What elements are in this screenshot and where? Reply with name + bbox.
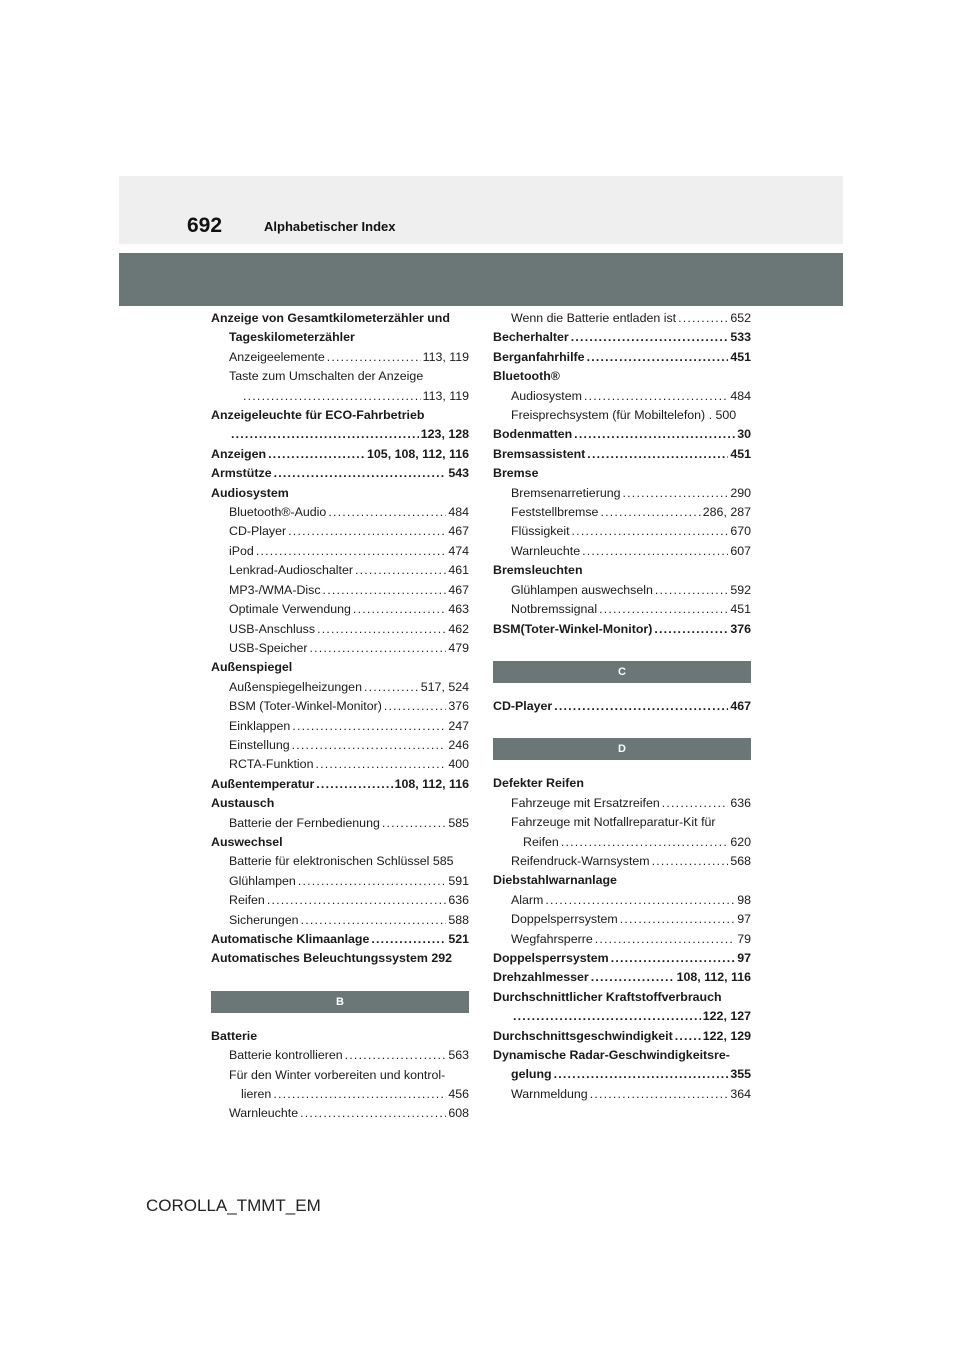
dot-leader [292, 736, 447, 755]
entry-term: Warnleuchte [511, 543, 581, 558]
entry-term: Warnmeldung [511, 1086, 588, 1101]
index-entry [211, 814, 469, 833]
dot-leader [572, 522, 729, 541]
index-entry [493, 581, 751, 600]
entry-term: Notbremssignal [511, 602, 598, 617]
index-main-entry [493, 1065, 751, 1084]
index-heading: Diebstahlwarnanlage [493, 873, 617, 888]
entry-term: Außentemperatur [211, 776, 315, 791]
index-entry [211, 581, 469, 600]
header-top-band [119, 176, 843, 244]
entry-term: Fahrzeuge mit Ersatzreifen [511, 795, 660, 810]
entry-page-ref: 670 [730, 524, 751, 539]
index-main-entry [493, 1007, 751, 1026]
index-entry [211, 678, 469, 697]
entry-term: Warnleuchte [229, 1106, 299, 1121]
entry-term: Wegfahrsperre [511, 931, 593, 946]
entry-page-ref: 652 [730, 311, 751, 325]
entry-term: Doppelsperrsystem [511, 912, 618, 927]
entry-page-ref: 123, 128 [420, 427, 469, 442]
index-entry [211, 697, 469, 716]
entry-term: Batterie der Fernbedienung [229, 815, 380, 830]
dot-leader [600, 503, 700, 522]
entry-page-ref: 451 [730, 446, 751, 461]
dot-leader [243, 387, 421, 406]
entry-term: Alarm [511, 892, 544, 907]
entry-page-ref: 113, 119 [422, 388, 469, 403]
entry-term: Bremsassistent [493, 446, 586, 461]
dot-leader [513, 1007, 701, 1026]
header-gray-band [119, 253, 843, 306]
entry-page-ref: 479 [448, 640, 469, 655]
dot-leader [267, 891, 446, 910]
index-entry [211, 542, 469, 561]
dot-leader [355, 561, 446, 580]
entry-page-ref: 451 [730, 602, 751, 617]
entry-page-ref: 286, 287 [702, 505, 751, 520]
entry-page-ref: 607 [730, 543, 751, 558]
index-main-entry [493, 348, 751, 367]
entry-page-ref: 108, 112, 116 [676, 970, 751, 985]
dot-leader [268, 445, 365, 464]
index-main-entry [211, 425, 469, 444]
dot-leader [561, 833, 728, 852]
index-column-left [211, 309, 469, 1124]
entry-term: BSM(Toter-Winkel-Monitor) [493, 621, 653, 636]
entry-page-ref: 636 [448, 893, 469, 908]
index-heading: Bluetooth® [493, 369, 560, 384]
entry-term: Bluetooth®-Audio [229, 505, 327, 520]
entry-page-ref: 533 [730, 330, 751, 345]
entry-page-ref: 591 [448, 873, 469, 888]
dot-leader [678, 309, 728, 328]
entry-page-ref: 97 [737, 912, 751, 927]
entry-page-ref: 467 [448, 524, 469, 539]
index-entry: Für den Winter vorbereiten und kontrol- [229, 1067, 446, 1082]
entry-term: Wenn die Batterie entladen ist [511, 311, 677, 325]
entry-page-ref: 467 [448, 582, 469, 597]
entry-term: Becherhalter [493, 330, 569, 345]
dot-leader [652, 852, 729, 871]
index-heading: Austausch [211, 796, 275, 811]
entry-term: Feststellbremse [511, 505, 599, 520]
index-entry [211, 736, 469, 755]
dot-leader [371, 930, 446, 949]
index-heading: Bremse [493, 466, 539, 481]
index-entry [493, 891, 751, 910]
dot-leader [364, 678, 419, 697]
index-heading: Defekter Reifen [493, 776, 584, 791]
dot-leader [323, 581, 447, 600]
dot-leader [327, 348, 421, 367]
index-entry [211, 755, 469, 774]
dot-leader [382, 814, 446, 833]
index-entry: Batterie für elektronischen Schlüssel 585 [229, 854, 454, 869]
dot-leader [315, 755, 446, 774]
index-main-entry [211, 445, 469, 464]
index-heading: Durchschnittlicher Kraftstoffverbrauch [493, 989, 722, 1004]
dot-leader [384, 697, 446, 716]
dot-leader [655, 581, 728, 600]
entry-page-ref: 290 [730, 485, 751, 500]
index-entry [493, 794, 751, 813]
dot-leader [654, 620, 728, 639]
dot-leader [582, 542, 728, 561]
dot-leader [310, 639, 447, 658]
index-entry [493, 484, 751, 503]
entry-term: CD-Player [493, 698, 553, 713]
entry-page-ref: 467 [730, 698, 751, 713]
dot-leader [599, 600, 728, 619]
entry-term: RCTA-Funktion [229, 757, 314, 772]
dot-leader [675, 1027, 701, 1046]
dot-leader [623, 484, 729, 503]
entry-page-ref: 462 [448, 621, 469, 636]
letter-divider: B [211, 991, 469, 1013]
index-entry [493, 910, 751, 929]
dot-leader [231, 425, 419, 444]
entry-page-ref: 636 [730, 795, 751, 810]
dot-leader [571, 328, 729, 347]
index-entry [493, 600, 751, 619]
dot-leader [292, 717, 446, 736]
entry-page-ref: 355 [730, 1067, 751, 1082]
entry-term: USB-Anschluss [229, 621, 316, 636]
entry-term: Einstellung [229, 737, 290, 752]
entry-page-ref: 563 [448, 1048, 469, 1063]
index-entry [211, 1104, 469, 1123]
index-entry [211, 639, 469, 658]
dot-leader [345, 1046, 447, 1065]
dot-leader [273, 1085, 446, 1104]
index-entry: Freisprechsystem (für Mobiltelefon) . 500 [511, 408, 737, 423]
dot-leader [353, 600, 446, 619]
page-number: 692 [187, 214, 223, 237]
entry-page-ref: 463 [448, 602, 469, 617]
index-entry [211, 872, 469, 891]
entry-term: Reifen [229, 893, 265, 908]
entry-page-ref: 79 [737, 931, 751, 946]
entry-term: Anzeigeelemente [229, 349, 325, 364]
entry-page-ref: 451 [730, 349, 751, 364]
entry-term: Doppelsperrsystem [493, 950, 609, 965]
entry-term: Anzeigen [211, 446, 267, 461]
index-main-entry [211, 775, 469, 794]
index-main-entry [493, 968, 751, 987]
entry-page-ref: 98 [737, 892, 751, 907]
dot-leader [574, 425, 735, 444]
index-entry [211, 503, 469, 522]
dot-leader [611, 949, 736, 968]
entry-term: Einklappen [229, 718, 291, 733]
index-entry [493, 930, 751, 949]
dot-leader [595, 930, 735, 949]
index-entry [211, 600, 469, 619]
index-main-entry [493, 620, 751, 639]
entry-page-ref: 97 [737, 950, 751, 965]
dot-leader [274, 464, 447, 483]
index-heading: Audiosystem [211, 485, 289, 500]
entry-term: Sicherungen [229, 912, 299, 927]
index-heading: Außenspiegel [211, 660, 293, 675]
index-heading: Anzeige von Gesamtkilometerzähler und [211, 311, 450, 325]
entry-term: Optimale Verwendung [229, 602, 351, 617]
entry-term: Drehzahlmesser [493, 970, 589, 985]
entry-page-ref: 108, 112, 116 [394, 776, 469, 791]
index-entry [493, 1085, 751, 1104]
entry-page-ref: 543 [448, 466, 469, 481]
entry-term: Armstütze [211, 466, 272, 481]
entry-term: lieren [241, 1087, 272, 1102]
entry-term: CD-Player [229, 524, 287, 539]
dot-leader [587, 445, 728, 464]
entry-page-ref: 376 [730, 621, 751, 636]
entry-term: iPod [229, 543, 254, 558]
index-main-entry [493, 445, 751, 464]
entry-term: Glühlampen [229, 873, 296, 888]
index-entry [493, 542, 751, 561]
entry-term: Bodenmatten [493, 427, 573, 442]
dot-leader [587, 348, 729, 367]
entry-term: Reifen [523, 834, 559, 849]
index-main-entry [493, 328, 751, 347]
entry-page-ref: 364 [730, 1086, 751, 1101]
index-entry [211, 620, 469, 639]
entry-page-ref: 608 [448, 1106, 469, 1121]
dot-leader [298, 872, 447, 891]
dot-leader [317, 620, 446, 639]
entry-page-ref: 105, 108, 112, 116 [367, 446, 469, 461]
index-heading: Anzeigeleuchte für ECO-Fahrbetrieb [211, 408, 425, 423]
letter-divider: C [493, 661, 751, 683]
index-entry [211, 891, 469, 910]
index-main-entry [493, 697, 751, 716]
index-entry [211, 1085, 469, 1104]
index-entry [493, 309, 751, 328]
entry-page-ref: 113, 119 [422, 349, 469, 364]
index-entry [211, 911, 469, 930]
entry-term: Berganfahrhilfe [493, 349, 585, 364]
dot-leader [591, 968, 675, 987]
entry-term: Automatische Klimaanlage [211, 932, 370, 946]
entry-page-ref: 122, 127 [702, 1009, 751, 1024]
entry-page-ref: 484 [730, 388, 751, 403]
dot-leader [316, 775, 392, 794]
dot-leader [554, 1065, 729, 1084]
dot-leader [300, 1104, 446, 1123]
document-code: COROLLA_TMMT_EM [146, 1196, 321, 1215]
entry-page-ref: 620 [730, 834, 751, 849]
index-main-entry [493, 949, 751, 968]
index-main-entry [211, 930, 469, 949]
index-column-right [493, 309, 751, 1104]
index-entry [211, 561, 469, 580]
dot-leader [584, 387, 728, 406]
index-entry [493, 833, 751, 852]
index-entry [493, 387, 751, 406]
index-entry [211, 387, 469, 406]
entry-page-ref: 592 [730, 582, 751, 597]
index-entry [211, 1046, 469, 1065]
entry-page-ref: 588 [448, 912, 469, 927]
index-main-entry [493, 425, 751, 444]
index-entry [211, 522, 469, 541]
dot-leader [590, 1085, 729, 1104]
entry-term: Bremsenarretierung [511, 485, 621, 500]
dot-leader [662, 794, 729, 813]
index-entry [211, 717, 469, 736]
entry-page-ref: 517, 524 [420, 679, 469, 694]
index-heading: Dynamische Radar-Geschwindigkeitsre- [493, 1048, 730, 1062]
entry-term: Durchschnittsgeschwindigkeit [493, 1028, 673, 1043]
section-title: Alphabetischer Index [264, 219, 396, 234]
entry-page-ref: 246 [448, 737, 469, 752]
letter-divider: D [493, 738, 751, 760]
index-heading: Batterie [211, 1028, 258, 1043]
index-main-entry [493, 1027, 751, 1046]
entry-page-ref: 568 [730, 853, 751, 868]
index-heading: Tageskilometerzähler [229, 330, 355, 345]
dot-leader [256, 542, 447, 561]
dot-leader [620, 910, 735, 929]
entry-page-ref: 400 [448, 757, 469, 772]
entry-term: USB-Speicher [229, 640, 308, 655]
entry-term: BSM (Toter-Winkel-Monitor) [229, 699, 382, 714]
entry-term: gelung [511, 1067, 552, 1082]
entry-term: Glühlampen auswechseln [511, 582, 653, 597]
index-main-entry [211, 464, 469, 483]
entry-page-ref: 585 [448, 815, 469, 830]
entry-page-ref: 456 [448, 1087, 469, 1102]
entry-page-ref: 376 [448, 699, 469, 714]
dot-leader [288, 522, 446, 541]
index-heading: Auswechsel [211, 834, 283, 849]
index-entry: Taste zum Umschalten der Anzeige [229, 369, 424, 384]
index-entry [493, 522, 751, 541]
dot-leader [301, 911, 447, 930]
entry-term: Außenspiegelheizungen [229, 679, 362, 694]
entry-page-ref: 474 [448, 543, 469, 558]
index-entry [211, 348, 469, 367]
index-entry [493, 852, 751, 871]
index-heading: Bremsleuchten [493, 563, 583, 578]
dot-leader [545, 891, 735, 910]
entry-page-ref: 122, 129 [702, 1028, 751, 1043]
index-entry: Fahrzeuge mit Notfallreparatur-Kit für [511, 815, 716, 830]
entry-page-ref: 521 [448, 932, 469, 946]
dot-leader [328, 503, 446, 522]
entry-page-ref: 30 [737, 427, 751, 442]
entry-page-ref: 484 [448, 505, 469, 520]
index-heading: Automatisches Beleuchtungssystem 292 [211, 951, 453, 966]
index-entry [493, 503, 751, 522]
entry-term: MP3-/WMA-Disc [229, 582, 321, 597]
entry-term: Audiosystem [511, 388, 582, 403]
entry-term: Lenkrad-Audioschalter [229, 563, 353, 578]
entry-term: Flüssigkeit [511, 524, 570, 539]
entry-page-ref: 461 [448, 563, 469, 578]
entry-term: Batterie kontrollieren [229, 1048, 343, 1063]
entry-page-ref: 247 [448, 718, 469, 733]
dot-leader [554, 697, 728, 716]
entry-term: Reifendruck-Warnsystem [511, 853, 650, 868]
